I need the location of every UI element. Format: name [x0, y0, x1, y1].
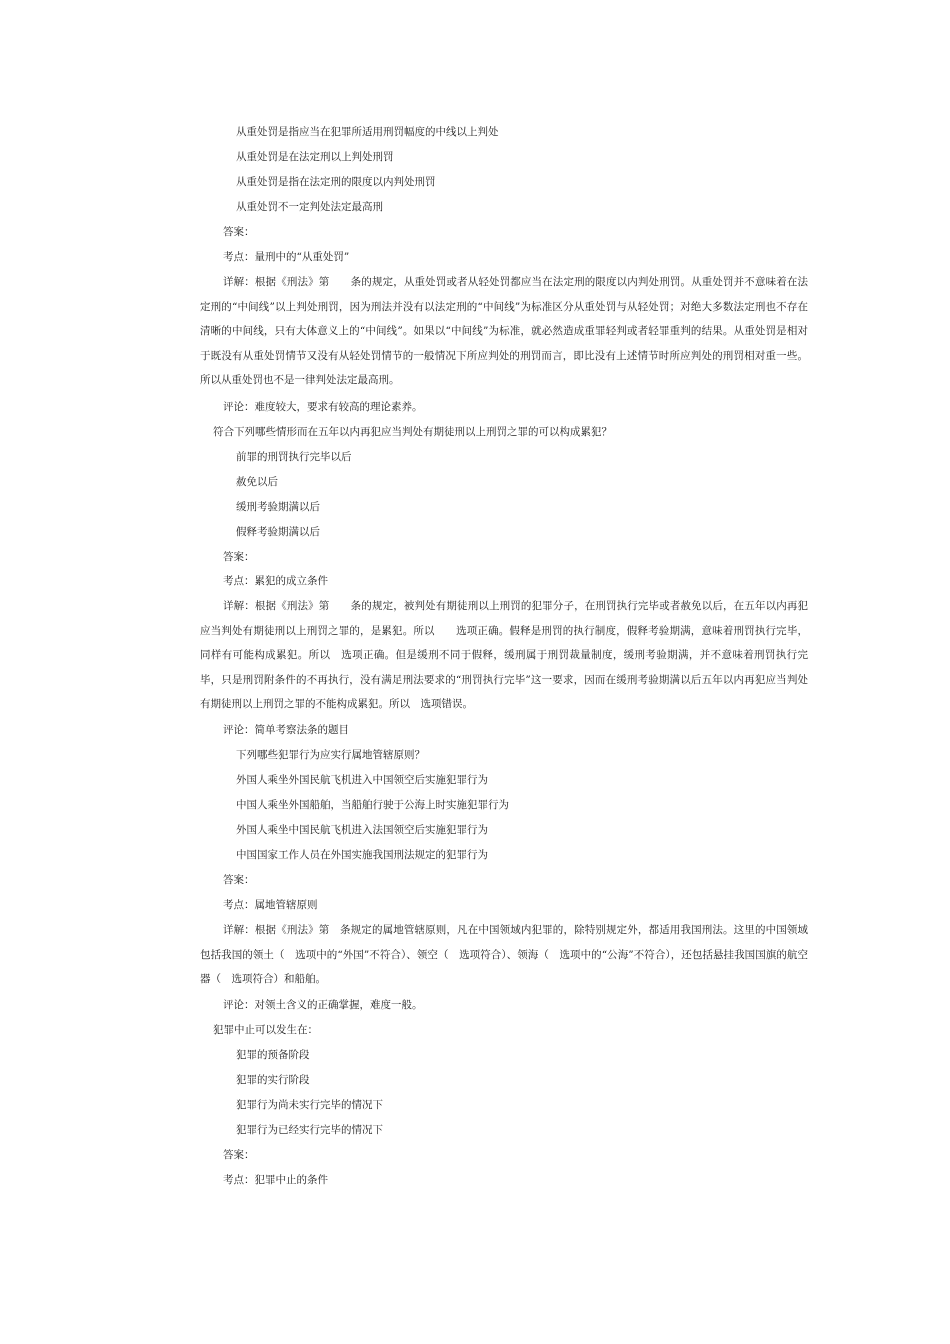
comment-line: 评论：对领土含义的正确掌握，难度一般。: [223, 999, 423, 1011]
option-line: 从重处罚是在法定刑以上判处刑罚: [236, 151, 394, 163]
option-line: 犯罪的预备阶段: [236, 1049, 310, 1061]
exam-point: 考点：累犯的成立条件: [223, 575, 328, 587]
answer-label: 答案：: [223, 551, 255, 563]
exam-point: 考点：属地管辖原则: [223, 899, 318, 911]
option-line: 假释考验期满以后: [236, 526, 320, 538]
exam-point: 考点：量刑中的“从重处罚”: [223, 251, 350, 263]
explanation-paragraph: 详解：根据《刑法》第 条的规定，被判处有期徒刑以上刑罚的犯罪分子，在刑罚执行完毕或者赦免以后，在五年以内再犯应当判处有期徒刑以上刑罚之罪的，是累犯。所以 选项正确。假释是刑罚的执行制度，假释考验期满，意味着刑罚执行完毕，同样有可能构成累犯。所以 选项正确。但是缓刑不同于假释，缓刑属于刑罚裁量制度，缓刑考验期满，并不意味着刑罚执行完毕，只是刑罚附条件的不再执行，没有满足刑法要求的“刑罚执行完毕”这一要求，因而在缓刑考验期满以后五年以内再犯应当判处有期徒刑以上刑罚之罪的不能构成累犯。所以 选项错误。: [200, 600, 808, 711]
option-line: 犯罪行为已经实行完毕的情况下: [236, 1124, 383, 1136]
explanation-paragraph: 详解：根据《刑法》第 条规定的属地管辖原则，凡在中国领域内犯罪的，除特别规定外，都适用我国刑法。这里的中国领域包括我国的领土（ 选项中的“外国”不符合）、领空（ 选项符合）、领海（ 选项中的“公海”不符合），还包括悬挂我国国旗的航空器（ 选项符合）和船舶。: [200, 924, 808, 986]
comment-line: 评论：难度较大，要求有较高的理论素养。: [223, 401, 423, 413]
answer-label: 答案：: [223, 1149, 255, 1161]
option-line: 犯罪的实行阶段: [236, 1074, 310, 1086]
question-text: 符合下列哪些情形而在五年以内再犯应当判处有期徒刑以上刑罚之罪的可以构成累犯？: [213, 426, 612, 438]
option-line: 中国国家工作人员在外国实施我国刑法规定的犯罪行为: [236, 849, 488, 861]
question-text: 犯罪中止可以发生在：: [213, 1024, 318, 1036]
option-line: 前罪的刑罚执行完毕以后: [236, 451, 352, 463]
option-line: 从重处罚不一定判处法定最高刑: [236, 201, 383, 213]
answer-label: 答案：: [223, 226, 255, 238]
exam-point: 考点：犯罪中止的条件: [223, 1174, 328, 1186]
option-line: 赦免以后: [236, 476, 278, 488]
option-line: 中国人乘坐外国船舶，当船舶行驶于公海上时实施犯罪行为: [236, 799, 509, 811]
answer-label: 答案：: [223, 874, 255, 886]
option-line: 从重处罚是指应当在犯罪所适用刑罚幅度的中线以上判处: [236, 126, 499, 138]
option-line: 外国人乘坐外国民航飞机进入中国领空后实施犯罪行为: [236, 774, 488, 786]
explanation-paragraph: 详解：根据《刑法》第 条的规定，从重处罚或者从轻处罚都应当在法定刑的限度以内判处刑罚。从重处罚并不意味着在法定刑的“中间线”以上判处刑罚，因为刑法并没有以法定刑的“中间线”为标准区分从重处罚与从轻处罚；对绝大多数法定刑也不存在清晰的中间线，只有大体意义上的“中间线”。如果以“中间线”为标准，就必然造成重罪轻判或者轻罪重判的结果。从重处罚是相对于既没有从重处罚情节又没有从轻处罚情节的一般情况下所应判处的刑罚而言，即比没有上述情节时所应判处的刑罚相对重一些。所以从重处罚也不是一律判处法定最高刑。: [200, 276, 808, 387]
option-line: 从重处罚是指在法定刑的限度以内判处刑罚: [236, 176, 436, 188]
option-line: 缓刑考验期满以后: [236, 501, 320, 513]
comment-line: 评论：简单考察法条的题目: [223, 724, 349, 736]
question-text: 下列哪些犯罪行为应实行属地管辖原则？: [236, 749, 425, 761]
option-line: 外国人乘坐中国民航飞机进入法国领空后实施犯罪行为: [236, 824, 488, 836]
option-line: 犯罪行为尚未实行完毕的情况下: [236, 1099, 383, 1111]
